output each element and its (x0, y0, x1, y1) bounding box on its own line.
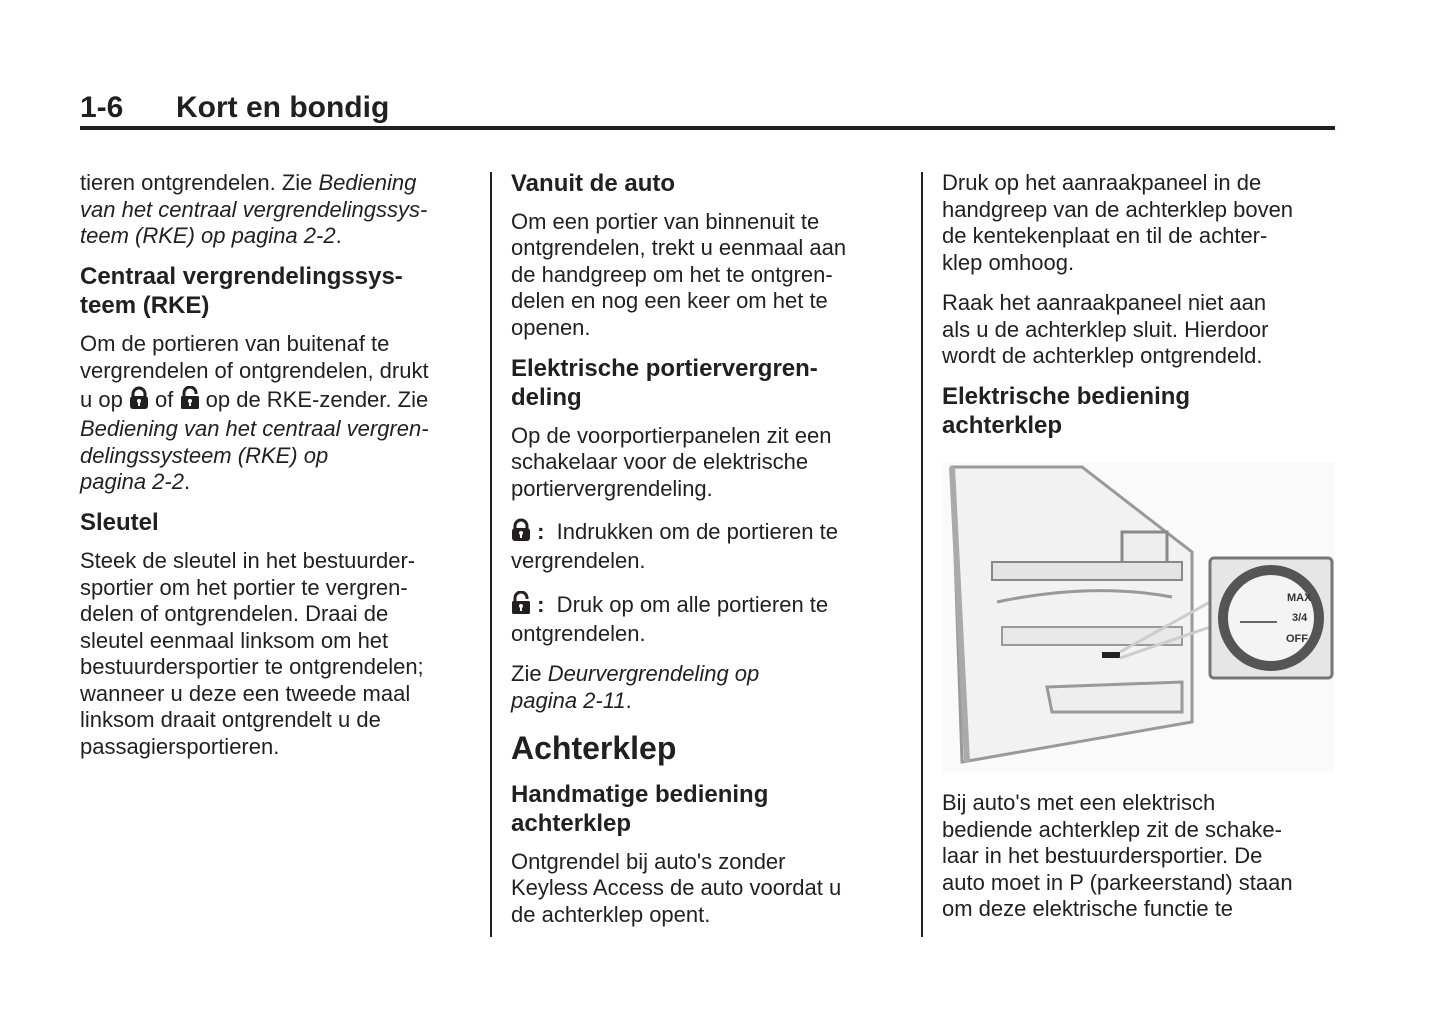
text-line (942, 290, 1342, 317)
text-line (511, 476, 911, 503)
text-line (511, 209, 911, 236)
text: bediende achterklep zit de schake- (942, 816, 1282, 842)
text: sportier om het portier te vergren- (80, 574, 408, 600)
subheading (942, 382, 1342, 440)
text: klep omhoog. (942, 249, 1075, 275)
text: vergrendelen. (511, 548, 646, 573)
text: tieren ontgrendelen. Zie (80, 170, 319, 195)
text: auto moet in P (parkeerstand) staan (942, 869, 1293, 895)
column-right (942, 170, 1342, 937)
subheading (511, 169, 911, 198)
text-line (942, 250, 1342, 277)
text: schakelaar voor de elektrische (511, 449, 809, 474)
text-line (80, 707, 480, 734)
cross-reference: pagina 2-11 (511, 687, 626, 713)
text: Indrukken om de portieren te (550, 519, 838, 544)
text-line (511, 809, 911, 838)
text-line (511, 621, 911, 648)
paragraph (80, 548, 480, 760)
text: Druk op om alle portieren te (550, 591, 829, 617)
text-line (511, 589, 911, 621)
text-line (942, 197, 1342, 224)
text-line (511, 169, 911, 198)
text-line (942, 790, 1342, 817)
text: u op (80, 387, 129, 412)
text-line (511, 354, 911, 383)
text: de achterklep opent. (511, 901, 711, 927)
text-line (511, 449, 911, 476)
text: Bij auto's met een elektrisch (942, 790, 1216, 815)
text: portiervergrendeling. (511, 475, 713, 501)
cross-reference: Bediening (318, 170, 417, 195)
text: Op de voorportierpanelen zit een (511, 422, 832, 448)
text-line (511, 661, 911, 688)
text-line (511, 262, 911, 289)
text: ontgrendelen, trekt u eenmaal aan (511, 235, 847, 260)
text-line (80, 384, 480, 416)
text: Raak het aanraakpaneel niet aan (942, 290, 1267, 315)
text-line (80, 223, 480, 250)
text-line (80, 601, 480, 628)
text-line (511, 383, 911, 412)
subheading (80, 508, 480, 537)
text: sleutel eenmaal linksom om het (80, 627, 389, 653)
text-line (80, 262, 480, 291)
colon: : (531, 519, 551, 544)
cross-reference: Bediening van het centraal vergren- (80, 416, 429, 441)
text-line (942, 843, 1342, 870)
svg-text:OFF: OFF (1286, 633, 1308, 645)
text-line (511, 315, 911, 342)
paragraph (942, 170, 1342, 276)
text: op de RKE-zender. Zie (199, 387, 429, 412)
text: Om de portieren van buitenaf te (80, 331, 390, 356)
column-middle (511, 170, 911, 942)
paragraph (80, 331, 480, 496)
subheading (511, 780, 911, 838)
text-line (80, 443, 480, 470)
text-line (511, 780, 911, 809)
text: delen of ontgrendelen. Draai de (80, 601, 389, 626)
text-line (511, 423, 911, 450)
text: Vanuit de auto (511, 169, 676, 197)
text-line (942, 317, 1342, 344)
text-line (80, 681, 480, 708)
cross-reference: Deurvergrendeling op (547, 661, 760, 686)
paragraph (942, 790, 1342, 923)
text-line (80, 170, 480, 197)
text-line (80, 575, 480, 602)
paragraph (511, 661, 911, 714)
paragraph (511, 516, 911, 575)
text-line (80, 358, 480, 385)
text: Handmatige bediening (511, 780, 769, 808)
paragraph (511, 423, 911, 503)
text-line (80, 734, 480, 761)
cross-reference: teem (RKE) op pagina 2-2 (80, 223, 336, 248)
text: als u de achterklep sluit. Hierdoor (942, 316, 1269, 342)
subheading (80, 262, 480, 320)
text: Druk op het aanraakpaneel in de (942, 170, 1262, 195)
text: wanneer u deze een tweede maal (80, 680, 411, 706)
svg-text:3/4: 3/4 (1292, 612, 1308, 624)
text-line (942, 896, 1342, 923)
paragraph (511, 589, 911, 648)
text: Elektrische bediening (942, 383, 1191, 410)
text: . (625, 687, 632, 713)
text-line (80, 197, 480, 224)
unlock-icon (180, 386, 200, 410)
text: de kentekenplaat en til de achter- (942, 223, 1268, 248)
colon: : (531, 591, 551, 617)
column-left (80, 170, 480, 774)
text: om deze elektrische functie te (942, 896, 1234, 921)
unlock-icon (511, 591, 531, 615)
tailgate-switch-illustration (942, 462, 1334, 772)
section-heading (511, 728, 911, 768)
text: deling (511, 383, 582, 411)
text: handgreep van de achterklep boven (942, 196, 1294, 222)
text: Om een portier van binnenuit te (511, 208, 820, 234)
text: of (148, 387, 180, 412)
text-line (511, 548, 911, 575)
cross-reference: pagina 2-2 (80, 469, 184, 494)
paragraph (80, 170, 480, 250)
text: . (183, 469, 191, 494)
text: Keyless Access de auto voordat u (511, 875, 842, 900)
paragraph (511, 849, 911, 929)
text-line (942, 223, 1342, 250)
header-rule (80, 126, 1335, 130)
text: teem (RKE) (80, 292, 210, 319)
text-line (80, 508, 480, 537)
text: vergrendelen of ontgrendelen, drukt (80, 357, 429, 383)
text-line (511, 849, 911, 876)
text-line (80, 469, 480, 496)
text: linksom draait ontgrendelt u de (80, 707, 381, 732)
text-line (511, 516, 911, 548)
text: achterklep (511, 809, 632, 837)
lock-icon (129, 386, 149, 410)
text: achterklep (942, 412, 1063, 439)
text: Steek de sleutel in het bestuurder- (80, 548, 416, 573)
text-line (80, 548, 480, 575)
text: de handgreep om het te ontgren- (511, 261, 833, 287)
text-line (80, 416, 480, 443)
text-line (511, 235, 911, 262)
text: ontgrendelen. (511, 620, 646, 646)
text: Centraal vergrendelingssys- (80, 263, 403, 290)
text-line (942, 817, 1342, 844)
text: . (335, 223, 342, 248)
text: passagiersportieren. (80, 733, 280, 759)
section-title: Kort en bondig (176, 91, 390, 124)
column-divider (490, 172, 492, 937)
text-line (942, 170, 1342, 197)
text: Ontgrendel bij auto's zonder (511, 848, 786, 874)
text-line (511, 688, 911, 715)
text-line (80, 628, 480, 655)
paragraph (942, 290, 1342, 370)
text-line (511, 728, 911, 768)
column-divider (921, 172, 923, 937)
cross-reference: delingssysteem (RKE) op (80, 442, 329, 468)
subheading (511, 354, 911, 412)
text: Sleutel (80, 509, 159, 536)
text-line (80, 291, 480, 320)
text: laar in het bestuurdersportier. De (942, 843, 1263, 868)
svg-text:MAX: MAX (1287, 592, 1312, 604)
page-number: 1-6 (80, 91, 124, 124)
text-line (511, 875, 911, 902)
text: openen. (511, 314, 591, 340)
paragraph (511, 209, 911, 342)
text-line (942, 382, 1342, 411)
text-line (511, 902, 911, 929)
text-line (942, 343, 1342, 370)
text-line (942, 411, 1342, 440)
text: delen en nog een keer om het te (511, 288, 828, 313)
text-line (80, 654, 480, 681)
text: bestuurdersportier te ontgrendelen; (80, 654, 424, 679)
text: Zie (511, 661, 548, 686)
text-line (942, 870, 1342, 897)
text: Achterklep (511, 730, 677, 766)
cross-reference: van het centraal vergrendelingssys- (80, 196, 428, 222)
text-line (511, 288, 911, 315)
text-line (80, 331, 480, 358)
text: Elektrische portiervergren- (511, 354, 818, 382)
lock-icon (511, 518, 531, 542)
text: wordt de achterklep ontgrendeld. (942, 343, 1263, 368)
